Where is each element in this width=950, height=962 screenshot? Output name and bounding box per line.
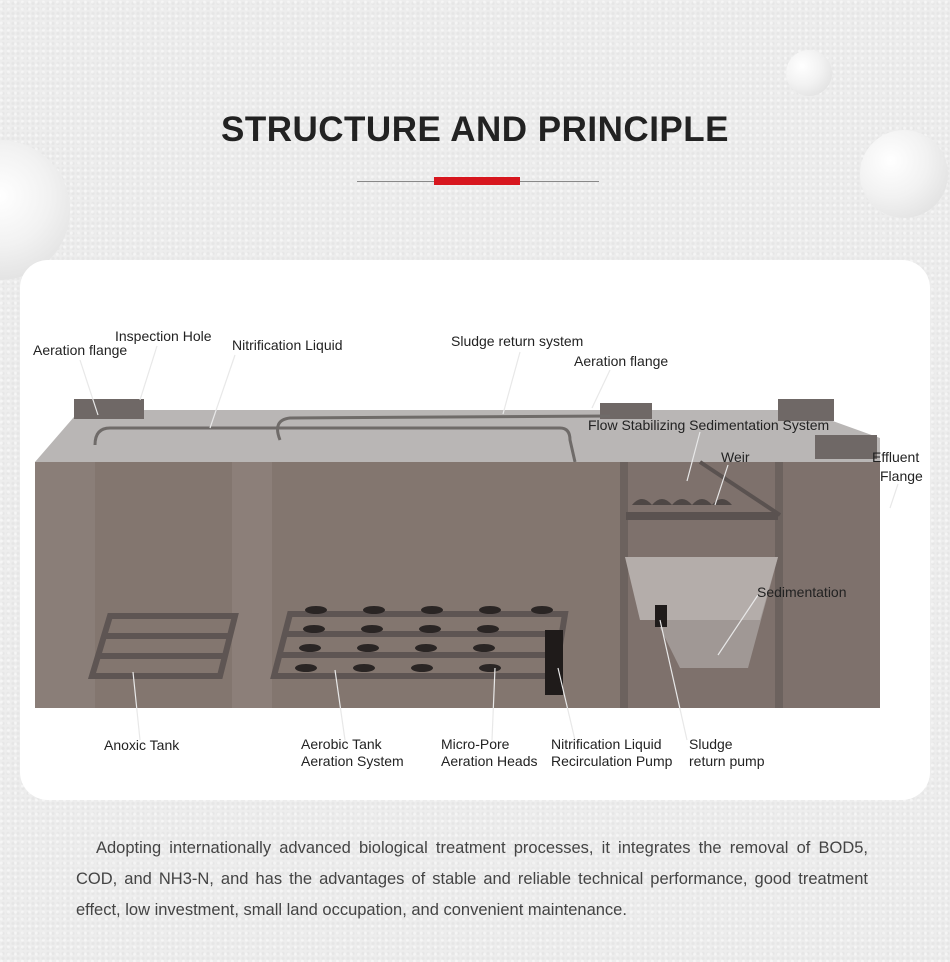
label-effluent: Effluent bbox=[872, 449, 920, 465]
weir-shelf bbox=[626, 512, 778, 520]
label-micro-pore: Micro-Pore bbox=[441, 736, 510, 752]
page-title: STRUCTURE AND PRINCIPLE bbox=[221, 110, 729, 149]
label-sludge-return-system: Sludge return system bbox=[451, 333, 584, 349]
label-return-pump: return pump bbox=[689, 753, 765, 769]
inspection-hole-box bbox=[74, 399, 144, 419]
label-weir: Weir bbox=[721, 449, 750, 465]
label-recirculation-pump: Recirculation Pump bbox=[551, 753, 673, 769]
recirculation-pump bbox=[545, 630, 563, 695]
label-aerobic-tank: Aerobic Tank bbox=[301, 736, 382, 752]
label-aeration-flange: Aeration flange bbox=[33, 342, 128, 358]
label-inspection-hole: Inspection Hole bbox=[115, 328, 212, 344]
label-flange: Flange bbox=[880, 468, 923, 484]
label-flow-stabilizing: Flow Stabilizing Sedimentation System bbox=[588, 417, 830, 433]
label-nitrification-pump: Nitrification Liquid bbox=[551, 736, 662, 752]
label-aeration-system: Aeration System bbox=[301, 753, 404, 769]
label-sludge: Sludge bbox=[689, 736, 733, 752]
label-anoxic-tank: Anoxic Tank bbox=[104, 737, 180, 753]
label-aeration-flange-right: Aeration flange bbox=[574, 353, 669, 369]
label-sedimentation: Sedimentation bbox=[757, 584, 847, 600]
label-aeration-heads: Aeration Heads bbox=[441, 753, 538, 769]
description-paragraph: Adopting internationally advanced biological treatment processes, it integrates the removal of BOD5, COD, and NH3-N, and has the advantages of stable and reliable technical performance, good treatment effect, low investment, small land occupation, and convenient maintenance. bbox=[76, 839, 868, 919]
label-nitrification-liquid: Nitrification Liquid bbox=[232, 337, 343, 353]
